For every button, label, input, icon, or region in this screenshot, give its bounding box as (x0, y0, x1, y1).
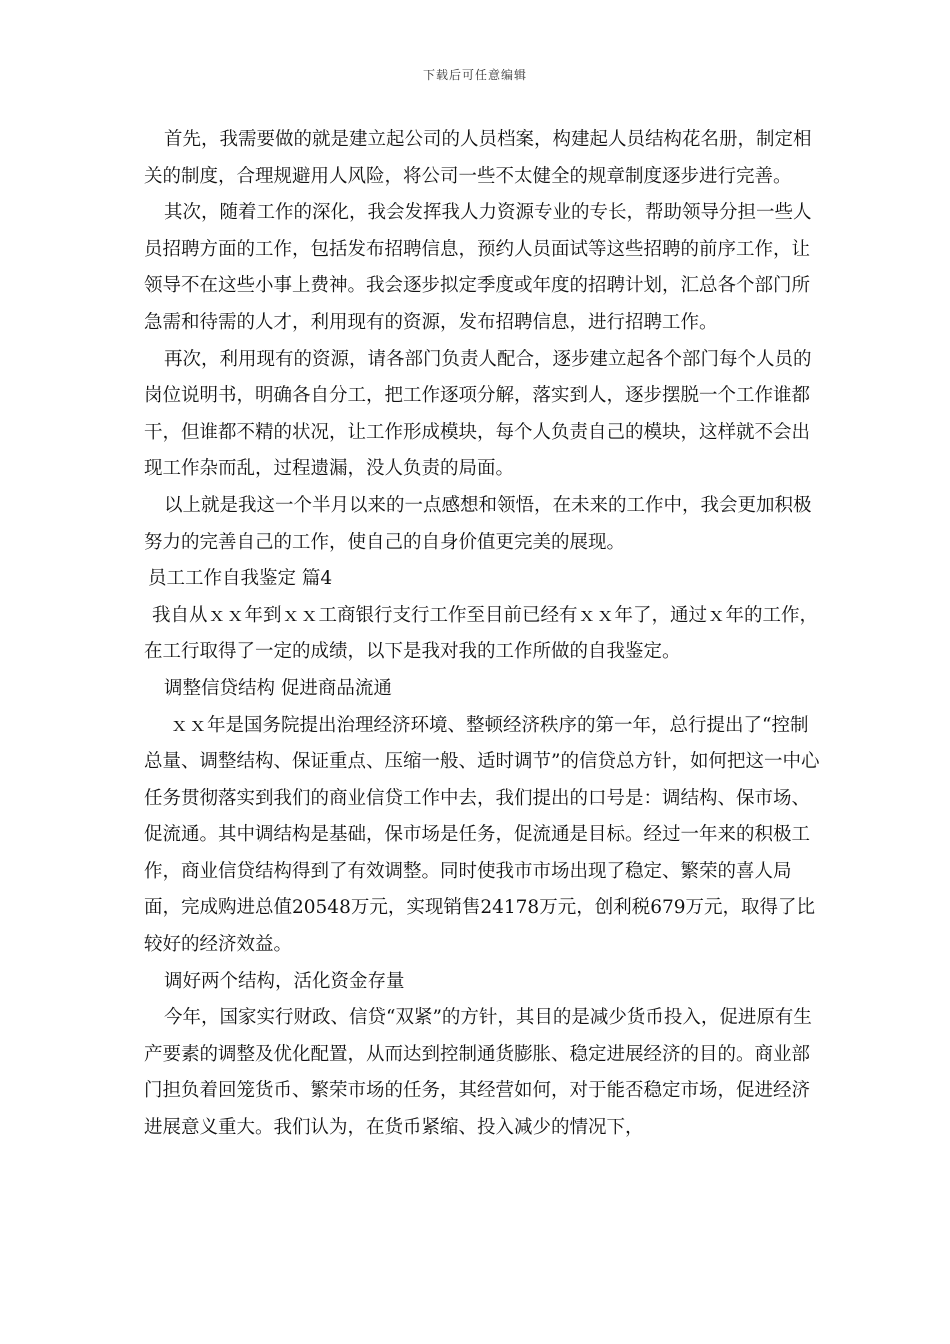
paragraph-1: 首先，我需要做的就是建立起公司的人员档案，构建起人员结构花名册，制定相关的制度，合理规避用人风险，将公司一些不太健全的规章制度逐步进行完善。 (144, 129, 812, 187)
paragraph-5: ｘｘ年是国务院提出治理经济环境、整顿经济秩序的第一年，总行提出了“控制总量、调整结构、保证重点、压缩一般、适时调节”的信贷总方针，如何把这一中心任务贯彻落实到我们的商业信贷工作中去，我们提出的口号是：调结构、保市场、促流通。其中调结构是基础，保市场是任务，促流通是目标。经过一年来的积极工作，商业信贷结构得到了有效调整。同时使我市市场出现了稳定、繁荣的喜人局面，完成购进总值20548万元，实现销售24178万元，创利税679万元，取得了比较好的经济效益。 (144, 714, 820, 956)
page-header: 下载后可任意编辑 (422, 68, 527, 82)
subheading-2: 调好两个结构，活化资金存量 (164, 970, 405, 992)
paragraph-2: 其次，随着工作的深化，我会发挥我人力资源专业的专长，帮助领导分担一些人员招聘方面的工作，包括发布招聘信息，预约人员面试等这些招聘的前序工作，让领导不在这些小事上费神。我会逐步拟定季度或年度的招聘计划，汇总各个部门所急需和待需的人才，利用现有的资源，发布招聘信息，进行招聘工作。 (144, 202, 812, 333)
paragraph-3: 再次，利用现有的资源，请各部门负责人配合，逐步建立起各个部门每个人员的岗位说明书，明确各自分工，把工作逐项分解，落实到人，逐步摆脱一个工作谁都干，但谁都不精的状况，让工作形成模块，每个人负责自己的模块，这样就不会出现工作杂而乱，过程遗漏，没人负责的局面。 (144, 348, 812, 480)
subheading-1: 调整信贷结构 促进商品流通 (164, 677, 392, 699)
paragraph-6: 今年，国家实行财政、信贷“双紧”的方针，其目的是减少货币投入，促进原有生产要素的调整及优化配置，从而达到控制通货膨胀、稳定进展经济的目的。商业部门担负着回笼货币、繁荣市场的任务，其经营如何，对于能否稳定市场，促进经济进展意义重大。我们认为，在货币紧缩、投入减少的情况下， (144, 1007, 812, 1139)
section-heading: 员工工作自我鉴定 篇4 (148, 568, 333, 590)
document-body (144, 122, 820, 1147)
paragraph-4: 以上就是我这一个半月以来的一点感想和领悟，在未来的工作中，我会更加积极努力的完善自己的工作，使自己的自身价值更完美的展现。 (144, 494, 812, 553)
paragraph-intro: 我自从ｘｘ年到ｘｘ工商银行支行工作至目前已经有ｘｘ年了，通过ｘ年的工作，在工行取得了一定的成绩，以下是我对我的工作所做的自我鉴定。 (144, 604, 819, 663)
